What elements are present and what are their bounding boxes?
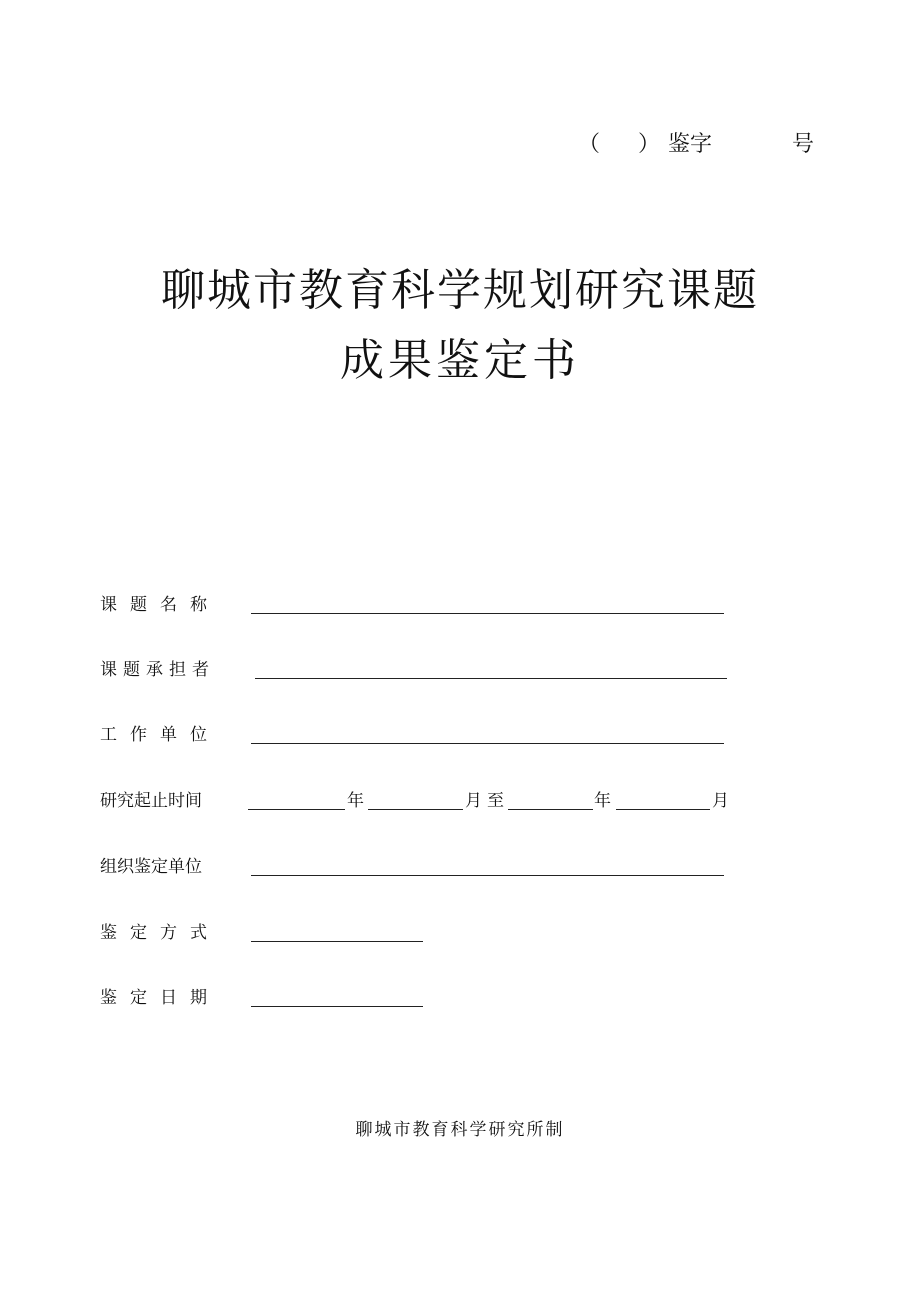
organizing-unit-field [100, 852, 800, 882]
document-number [578, 130, 838, 160]
research-period-label: 研究起止时间 [100, 791, 202, 811]
to-label: 至 [487, 791, 504, 811]
topic-holder-field [100, 655, 800, 685]
topic-name-label: 课题名称 [100, 595, 220, 615]
end-year-line[interactable] [508, 809, 593, 810]
document-title: 聊城市教育科学规划研究课题 [161, 265, 759, 316]
method-field [100, 918, 800, 948]
date-field [100, 983, 800, 1013]
topic-name-field [100, 590, 800, 620]
method-label: 鉴定方式 [100, 923, 220, 943]
doc-number-suffix: 号 [792, 132, 815, 157]
work-unit-line[interactable] [251, 743, 724, 744]
topic-holder-line[interactable] [255, 678, 727, 679]
end-year-unit: 年 [594, 791, 611, 811]
topic-name-line[interactable] [251, 613, 724, 614]
doc-number-prefix: 鉴字 [668, 132, 713, 157]
work-unit-label: 工作单位 [100, 725, 220, 745]
start-month-line[interactable] [368, 809, 463, 810]
organizing-unit-line[interactable] [251, 875, 724, 876]
start-month-unit: 月 [465, 791, 482, 811]
topic-holder-label: 课题承担者 [100, 660, 215, 680]
end-month-line[interactable] [616, 809, 710, 810]
start-year-line[interactable] [248, 809, 345, 810]
date-line[interactable] [251, 1006, 423, 1007]
document-subtitle: 成果鉴定书 [340, 335, 580, 386]
organizing-unit-label: 组织鉴定单位 [100, 857, 202, 877]
close-paren: ） [638, 132, 661, 157]
issuer-footer: 聊城市教育科学研究所制 [355, 1120, 565, 1140]
date-label: 鉴定日期 [100, 988, 220, 1008]
end-month-unit: 月 [712, 791, 729, 811]
work-unit-field [100, 720, 800, 750]
research-period-field [100, 786, 800, 816]
start-year-unit: 年 [347, 791, 364, 811]
open-paren: （ [578, 132, 601, 157]
method-line[interactable] [251, 941, 423, 942]
